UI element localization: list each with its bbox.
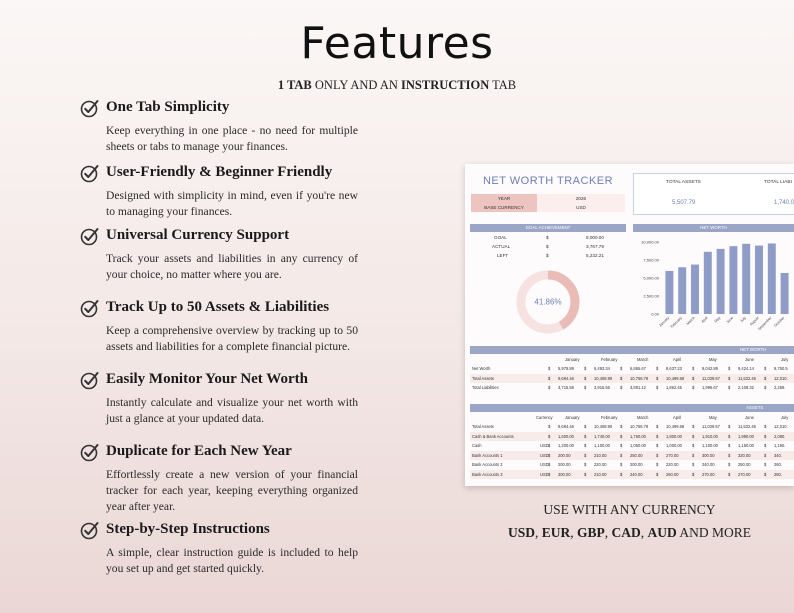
cell-currency-symbol: $ — [620, 385, 623, 390]
cell-currency-symbol: $ — [764, 471, 767, 477]
cell-currency-symbol: $ — [548, 462, 551, 467]
left-label: LEFT — [497, 253, 509, 258]
page-subtitle — [0, 78, 794, 93]
tracker-preview — [465, 164, 794, 486]
check-circle-icon — [80, 442, 100, 462]
cell-currency-symbol: $ — [656, 443, 659, 448]
bar — [704, 252, 712, 314]
cell-currency-symbol: $ — [728, 443, 731, 448]
cell-currency-symbol: $ — [656, 375, 659, 381]
cell-value: 200.00 — [558, 452, 571, 458]
cell-value: 1,100.00 — [702, 443, 718, 448]
cell-value: 10,499.68 — [666, 375, 685, 381]
cell-value: 1,160. — [774, 443, 786, 448]
feature-description: Keep everything in one place - no need for multiple sheets or tabs to manage your finances. — [106, 124, 358, 153]
cell-currency-symbol: $ — [584, 385, 587, 390]
x-tick-label: February — [669, 315, 683, 329]
feature-title: Universal Currency Support — [106, 227, 290, 243]
month-header: July — [781, 357, 789, 362]
cell-value: 10,499.68 — [666, 424, 685, 429]
goal-value: 9,000.00 — [586, 235, 604, 240]
cell-value: 270.00 — [738, 471, 751, 477]
bar — [678, 267, 686, 314]
cell-value: 210.00 — [594, 452, 607, 458]
cell-currency-symbol: $ — [764, 385, 767, 390]
cell-currency-symbol: $ — [728, 452, 731, 458]
row-label: Bank Accounts 2 — [472, 462, 503, 467]
cell-value: 11,532.46 — [738, 375, 756, 381]
cell-currency-symbol: $ — [764, 462, 767, 467]
cell-value: 260.00 — [666, 471, 679, 477]
cell-currency-symbol: $ — [656, 462, 659, 467]
cell-currency-symbol: $ — [548, 471, 551, 477]
cell-currency-symbol: $ — [692, 424, 695, 429]
cell-value: 300.00 — [558, 471, 571, 477]
actual-value: 3,767.79 — [586, 244, 604, 249]
cell-value: 10,408.90 — [594, 375, 613, 381]
cell-currency-symbol: $ — [584, 452, 587, 458]
row-currency: USD — [540, 443, 549, 448]
page-title: Features — [300, 18, 494, 69]
caption-more: AND MORE — [676, 525, 752, 540]
check-circle-icon — [80, 370, 100, 390]
cell-currency-symbol: $ — [656, 452, 659, 458]
cell-currency-symbol: $ — [548, 375, 551, 381]
check-circle-icon — [80, 520, 100, 540]
assets-month-row — [470, 413, 794, 422]
total-assets-label: TOTAL ASSETS — [666, 180, 701, 185]
cell-currency-symbol: $ — [548, 452, 551, 458]
cell-value: 300.00 — [702, 452, 715, 458]
table-row — [470, 432, 794, 441]
actual-label: ACTUAL — [492, 244, 511, 249]
goal-row — [470, 234, 626, 242]
x-tick-label: July — [739, 315, 747, 324]
table-row — [470, 451, 794, 460]
cell-value: 9,694.46 — [558, 375, 574, 381]
subtitle-bold-2: INSTRUCTION — [401, 78, 490, 92]
cell-value: 6,493.34 — [594, 366, 610, 371]
cell-value: 3,715.56 — [558, 385, 574, 390]
table-row — [470, 383, 794, 392]
x-tick-label: August — [748, 315, 760, 327]
cell-currency-symbol: $ — [764, 433, 767, 439]
donut-percent: 41.86% — [534, 297, 562, 307]
cell-value: 1,740.00 — [594, 433, 610, 439]
cell-value: 10,408.90 — [594, 424, 613, 429]
cell-value: 270.00 — [702, 471, 715, 477]
feature-description: Instantly calculate and visualize your net worth with just a glance at your updated data. — [106, 396, 358, 425]
cell-currency-symbol: $ — [620, 433, 623, 439]
currency-symbol: $ — [546, 235, 549, 240]
caption-sep: , — [570, 525, 577, 540]
cell-value: 2,108.32 — [738, 385, 754, 390]
month-header: February — [601, 357, 618, 362]
cell-currency-symbol: $ — [620, 462, 623, 467]
cell-value: 320.00 — [738, 452, 751, 458]
cell-value: 280. — [774, 471, 782, 477]
x-tick-label: June — [725, 315, 735, 325]
month-header: March — [637, 357, 649, 362]
feature-title: Easily Monitor Your Net Worth — [106, 371, 308, 387]
cell-value: 12,010. — [774, 424, 788, 429]
month-header: June — [745, 357, 754, 362]
bar — [691, 265, 699, 314]
cell-currency-symbol: $ — [692, 375, 695, 381]
cell-currency-symbol: $ — [656, 471, 659, 477]
feature-description: Effortlessly create a new version of your financial tracker for each year, keeping everything organized year after year. — [106, 468, 358, 513]
cell-currency-symbol: $ — [728, 385, 731, 390]
cell-value: 220.00 — [594, 462, 607, 467]
row-label: Cash — [472, 443, 482, 448]
cell-value: 12,010. — [774, 375, 788, 381]
cell-value: 10,756.79 — [630, 375, 649, 381]
bar — [781, 273, 789, 314]
cell-currency-symbol: $ — [584, 424, 587, 429]
cell-value: 240.00 — [702, 462, 715, 467]
cell-value: 270.00 — [666, 452, 679, 458]
cell-currency-symbol: $ — [584, 366, 587, 371]
cell-currency-symbol: $ — [692, 433, 695, 439]
cell-currency-symbol: $ — [728, 424, 731, 429]
cell-value: 1,990.00 — [738, 433, 754, 439]
row-label: Cash & Bank Accounts — [472, 433, 514, 439]
currency-eur: EUR — [541, 525, 571, 540]
check-circle-icon — [80, 298, 100, 318]
row-label: Total Liabilities — [472, 385, 499, 390]
cell-value: 1,760.00 — [630, 433, 646, 439]
cell-currency-symbol: $ — [584, 462, 587, 467]
totals-box — [633, 173, 794, 215]
cell-value: 240.00 — [630, 471, 643, 477]
bar — [755, 246, 763, 314]
currency-symbol: $ — [546, 253, 549, 258]
month-header: January — [565, 357, 580, 362]
month-header: May — [709, 415, 717, 420]
cell-value: 200.00 — [558, 462, 571, 467]
cell-value: 1,050.00 — [630, 443, 646, 448]
net-worth-bar-chart — [633, 232, 793, 340]
month-header: June — [745, 415, 754, 420]
cell-currency-symbol: $ — [548, 366, 551, 371]
check-circle-icon — [80, 98, 100, 118]
cell-currency-symbol: $ — [584, 433, 587, 439]
cell-currency-symbol: $ — [764, 366, 767, 371]
x-tick-label: May — [713, 315, 722, 324]
row-label: Total Assets — [472, 424, 494, 429]
month-header: July — [781, 415, 789, 420]
cell-currency-symbol: $ — [620, 366, 623, 371]
caption-sep: , — [534, 525, 542, 540]
feature-description: Track your assets and liabilities in any currency of your choice, no matter where you are. — [106, 252, 358, 281]
cell-currency-symbol: $ — [764, 424, 767, 429]
cell-currency-symbol: $ — [728, 433, 731, 439]
bar — [717, 249, 725, 314]
cell-currency-symbol: $ — [656, 424, 659, 429]
cell-value: 250.00 — [630, 452, 643, 458]
cell-currency-symbol: $ — [692, 452, 695, 458]
feature-description: Designed with simplicity in mind, even if you're new to managing your finances. — [106, 189, 358, 218]
cell-currency-symbol: $ — [656, 366, 659, 371]
cell-currency-symbol: $ — [548, 443, 551, 448]
cell-value: 210.00 — [594, 471, 607, 477]
nw-month-row — [470, 355, 794, 364]
month-header: January — [565, 415, 580, 420]
cell-value: 1,200.00 — [558, 443, 574, 448]
row-currency: USD — [540, 452, 549, 458]
cell-value: 2,259. — [774, 385, 786, 390]
y-tick-label: 2,500.00 — [643, 293, 659, 299]
cell-currency-symbol: $ — [692, 443, 695, 448]
cell-value: 250.00 — [738, 462, 751, 467]
currency-list-caption — [465, 525, 794, 541]
cell-currency-symbol: $ — [584, 443, 587, 448]
total-liabilities-value: 1,740.0 — [774, 200, 794, 206]
cell-currency-symbol: $ — [548, 433, 551, 439]
cell-value: 1,996.67 — [702, 385, 718, 390]
feature-title: One Tab Simplicity — [106, 99, 230, 115]
cell-value: 10,756.79 — [630, 424, 649, 429]
check-circle-icon — [80, 226, 100, 246]
year-value: 2026 — [537, 194, 625, 203]
bar — [665, 271, 673, 314]
cell-currency-symbol: $ — [728, 366, 731, 371]
cell-value: 1,000.00 — [666, 443, 682, 448]
cell-value: 1,800.00 — [666, 433, 682, 439]
cell-currency-symbol: $ — [548, 424, 551, 429]
row-currency: USD — [540, 462, 549, 467]
left-row — [470, 252, 626, 260]
row-currency: USD — [540, 471, 549, 477]
assets-table-header — [470, 404, 794, 412]
cell-value: 6,865.67 — [630, 366, 646, 371]
cell-value: 260. — [774, 462, 782, 467]
month-header: April — [673, 415, 682, 420]
table-row — [470, 364, 794, 373]
feature-description: A simple, clear instruction guide is included to help you set up and get started quickly. — [106, 546, 358, 575]
goal-donut-chart — [515, 269, 581, 335]
tracker-title: NET WORTH TRACKER — [482, 175, 614, 187]
cell-value: 5,978.89 — [558, 366, 574, 371]
cell-currency-symbol: $ — [656, 433, 659, 439]
cell-currency-symbol: $ — [620, 452, 623, 458]
currency-symbol: $ — [546, 244, 549, 249]
subtitle-bold-1: 1 TAB — [277, 78, 312, 92]
cell-value: 1,150.00 — [738, 443, 754, 448]
currency-gbp: GBP — [577, 525, 605, 540]
currency-aud: AUD — [647, 525, 677, 540]
cell-currency-symbol: $ — [728, 471, 731, 477]
cell-value: 1,600.00 — [558, 433, 574, 439]
bar — [729, 246, 737, 314]
cell-value: 9,750.5 — [774, 366, 788, 371]
caption-sep: , — [640, 525, 648, 540]
cell-value: 1,100.00 — [594, 443, 610, 448]
feature-title: Duplicate for Each New Year — [106, 443, 292, 459]
table-row — [470, 460, 794, 469]
caption-sep: , — [604, 525, 612, 540]
cell-value: 9,694.46 — [558, 424, 574, 429]
table-row — [470, 441, 794, 450]
actual-row — [470, 243, 626, 251]
month-header: April — [673, 357, 682, 362]
cell-currency-symbol: $ — [620, 443, 623, 448]
feature-title: Track Up to 50 Assets & Liabilities — [106, 299, 330, 315]
feature-title: Step-by-Step Instructions — [106, 521, 270, 537]
cell-currency-symbol: $ — [584, 375, 587, 381]
cell-value: 11,039.57 — [702, 424, 720, 429]
cell-value: 2,080. — [774, 433, 786, 439]
total-assets-value: 5,507.79 — [672, 200, 696, 206]
currency-value: USD — [537, 203, 625, 212]
nw-table-title: NET WORTH — [740, 347, 767, 352]
y-tick-label: 0.00 — [651, 311, 659, 317]
currency-col-header: Currency — [536, 415, 553, 420]
y-tick-label: 5,000.00 — [643, 275, 659, 281]
cell-currency-symbol: $ — [620, 471, 623, 477]
currency-caption: USE WITH ANY CURRENCY — [543, 502, 716, 517]
x-tick-label: September — [757, 315, 773, 332]
y-tick-label: 10,000.00 — [641, 239, 659, 245]
year-label: YEAR — [471, 194, 537, 203]
cell-value: 3,891.12 — [630, 385, 646, 390]
goal-header: GOAL ACHIEVEMENT — [470, 224, 626, 232]
chart-header: NET WORTH — [633, 224, 794, 232]
cell-currency-symbol: $ — [620, 375, 623, 381]
table-row — [470, 470, 794, 479]
table-row — [470, 422, 794, 431]
subtitle-text-1: ONLY AND AN — [311, 78, 402, 92]
month-header: March — [637, 415, 649, 420]
bar — [768, 243, 776, 314]
cell-currency-symbol: $ — [728, 375, 731, 381]
nw-table-header — [470, 346, 794, 354]
cell-currency-symbol: $ — [692, 385, 695, 390]
cell-currency-symbol: $ — [548, 385, 551, 390]
x-tick-label: March — [685, 315, 696, 326]
month-header: May — [709, 357, 717, 362]
y-tick-label: 7,500.00 — [643, 257, 659, 263]
cell-value: 11,039.57 — [702, 375, 720, 381]
cell-value: 220.00 — [666, 462, 679, 467]
cell-currency-symbol: $ — [584, 471, 587, 477]
month-header: February — [601, 415, 618, 420]
cell-currency-symbol: $ — [692, 462, 695, 467]
bar — [742, 244, 750, 314]
left-value: 5,232.21 — [586, 253, 604, 258]
cell-value: 1,910.00 — [702, 433, 718, 439]
currency-usd: USD — [507, 525, 535, 540]
cell-value: 11,532.46 — [738, 424, 756, 429]
cell-value: 200.00 — [630, 462, 643, 467]
cell-value: 9,042.89 — [702, 366, 718, 371]
check-circle-icon — [80, 163, 100, 183]
cell-currency-symbol: $ — [764, 443, 767, 448]
table-row — [470, 374, 794, 383]
cell-value: 9,424.14 — [738, 366, 754, 371]
row-label: Bank Accounts 1 — [472, 452, 503, 458]
cell-currency-symbol: $ — [692, 471, 695, 477]
goal-label: GOAL — [494, 235, 507, 240]
row-label: Bank Accounts 3 — [472, 471, 503, 477]
total-liabilities-label: TOTAL LIABI — [764, 180, 792, 185]
cell-currency-symbol: $ — [692, 366, 695, 371]
cell-currency-symbol: $ — [764, 375, 767, 381]
feature-title: User-Friendly & Beginner Friendly — [106, 164, 333, 180]
row-label: Net Worth — [472, 366, 491, 371]
assets-table-title: ASSETS — [746, 405, 764, 410]
x-tick-label: April — [700, 315, 709, 324]
x-tick-label: October — [773, 315, 786, 328]
feature-description: Keep a comprehensive overview by tracking up to 50 assets and liabilities for a complete financial picture. — [106, 324, 358, 353]
cell-value: 1,862.45 — [666, 385, 682, 390]
subtitle-text-2: TAB — [489, 78, 517, 92]
cell-currency-symbol: $ — [620, 424, 623, 429]
cell-currency-symbol: $ — [656, 385, 659, 390]
x-tick-label: January — [658, 315, 671, 328]
cell-currency-symbol: $ — [728, 462, 731, 467]
row-label: Total Assets — [472, 375, 494, 381]
cell-value: 8,637.23 — [666, 366, 682, 371]
cell-value: 3,915.56 — [594, 385, 610, 390]
cell-currency-symbol: $ — [764, 452, 767, 458]
currency-cad: CAD — [611, 525, 641, 540]
cell-value: 340. — [774, 452, 782, 458]
currency-label: BASE CURRENCY — [471, 203, 537, 212]
